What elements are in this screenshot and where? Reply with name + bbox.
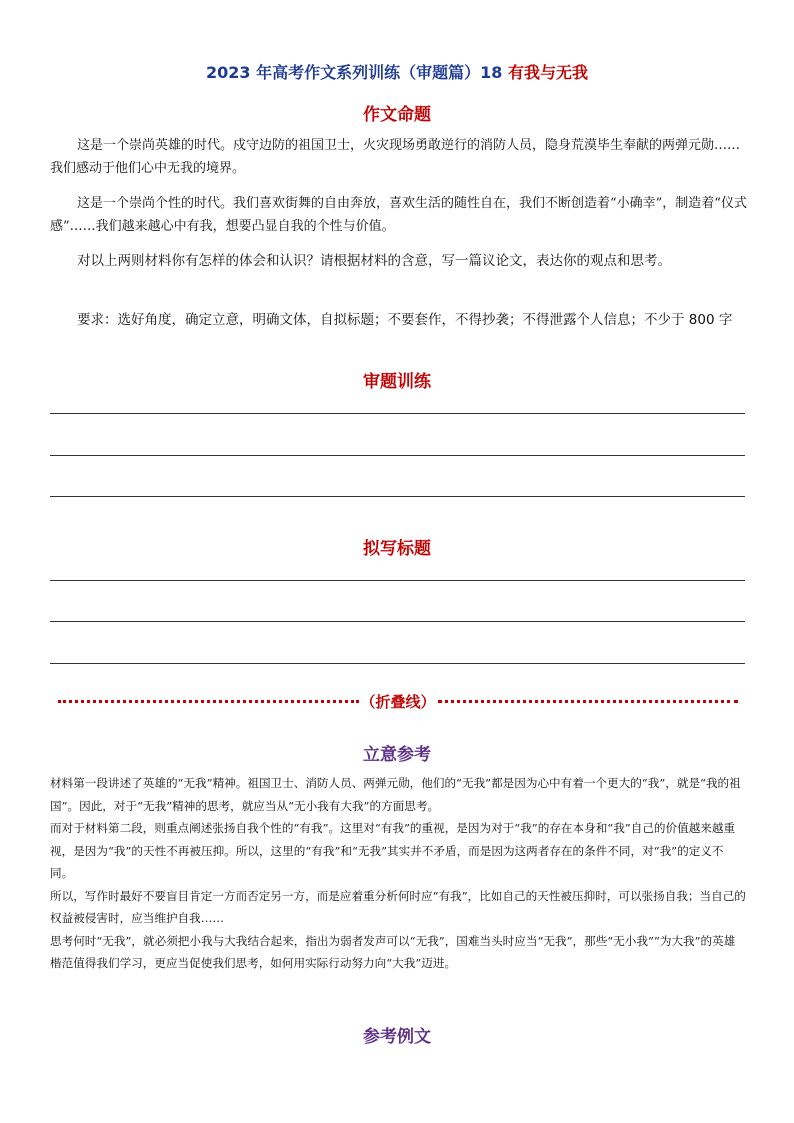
idea-reference-text xyxy=(50,772,746,975)
fold-line xyxy=(58,690,738,712)
reference-paragraph: 所以，写作时最好不要盲目肯定一方而否定另一方，而是应着重分析何时应“有我”，比如自己的天性被压抑时，可以张扬自我；当自己的权益被侵害时，应当维护自我…… xyxy=(50,888,746,925)
reference-paragraph: 思考何时“无我”，就必须把小我与大我结合起来，指出为弱者发声可以“无我”，国难当头时应当“无我”，那些“无小我”“为大我”的英雄楷范值得我们学习，更应当促使我们思考，如何用实际行动努力向“大我”迈进。 xyxy=(50,933,736,970)
fold-line-dots-right xyxy=(438,700,739,703)
writing-line xyxy=(50,413,745,414)
reference-paragraph: 而对于材料第二段，则重点阐述张扬自我个性的“有我”。这里对“有我”的重视，是因为对于“我”的存在本身和“我”自己的价值越来越重视，是因为“我”的天性不再被压抑。所以，这里的“有我”和“无我”其实并不矛盾，而是因为这两者存在的条件不同，对“我”的定义不同。 xyxy=(50,821,736,880)
writing-line xyxy=(50,455,745,456)
material-paragraph-2: 这是一个崇尚个性的时代。我们喜欢街舞的自由奔放，喜欢生活的随性自在，我们不断创造着“小确幸”，制造着“仪式感”……我们越来越心中有我，想要凸显自我的个性与价值。 xyxy=(50,196,747,234)
section-heading-idea: 立意参考 xyxy=(363,745,431,765)
fold-line-label: （折叠线） xyxy=(360,692,436,711)
prompt-question: 对以上两则材料你有怎样的体会和认识？请根据材料的含意，写一篇议论文，表达你的观点和思考。 xyxy=(77,253,671,269)
document-title xyxy=(0,60,794,83)
section-heading-training: 审题训练 xyxy=(363,372,431,392)
material-paragraph-1: 这是一个崇尚英雄的时代。戍守边防的祖国卫士，火灾现场勇敢逆行的消防人员，隐身荒漠毕生奉献的两弹元勋……我们感动于他们心中无我的境界。 xyxy=(50,138,741,176)
prompt-requirement: 要求：选好角度，确定立意，明确文体，自拟标题；不要套作，不得抄袭；不得泄露个人信息；不少于 800 字 xyxy=(77,312,733,328)
title-topic: 有我与无我 xyxy=(507,63,588,82)
reference-paragraph: 材料第一段讲述了英雄的“无我”精神。祖国卫士、消防人员、两弹元勋，他们的“无我”都是因为心中有着一个更大的“我”，就是“我的祖国”。因此，对于“无我”精神的思考，就应当从“无小我有大我”的方面思考。 xyxy=(50,776,741,813)
writing-line xyxy=(50,663,745,664)
writing-line xyxy=(50,496,745,497)
fold-line-dots-left xyxy=(58,700,359,703)
writing-line xyxy=(50,621,745,622)
section-heading-headline: 拟写标题 xyxy=(363,539,431,559)
section-heading-prompt: 作文命题 xyxy=(363,105,431,125)
writing-line xyxy=(50,580,745,581)
title-series: 2023 年高考作文系列训练（审题篇）18 xyxy=(206,63,508,82)
section-heading-essay: 参考例文 xyxy=(363,1027,431,1047)
